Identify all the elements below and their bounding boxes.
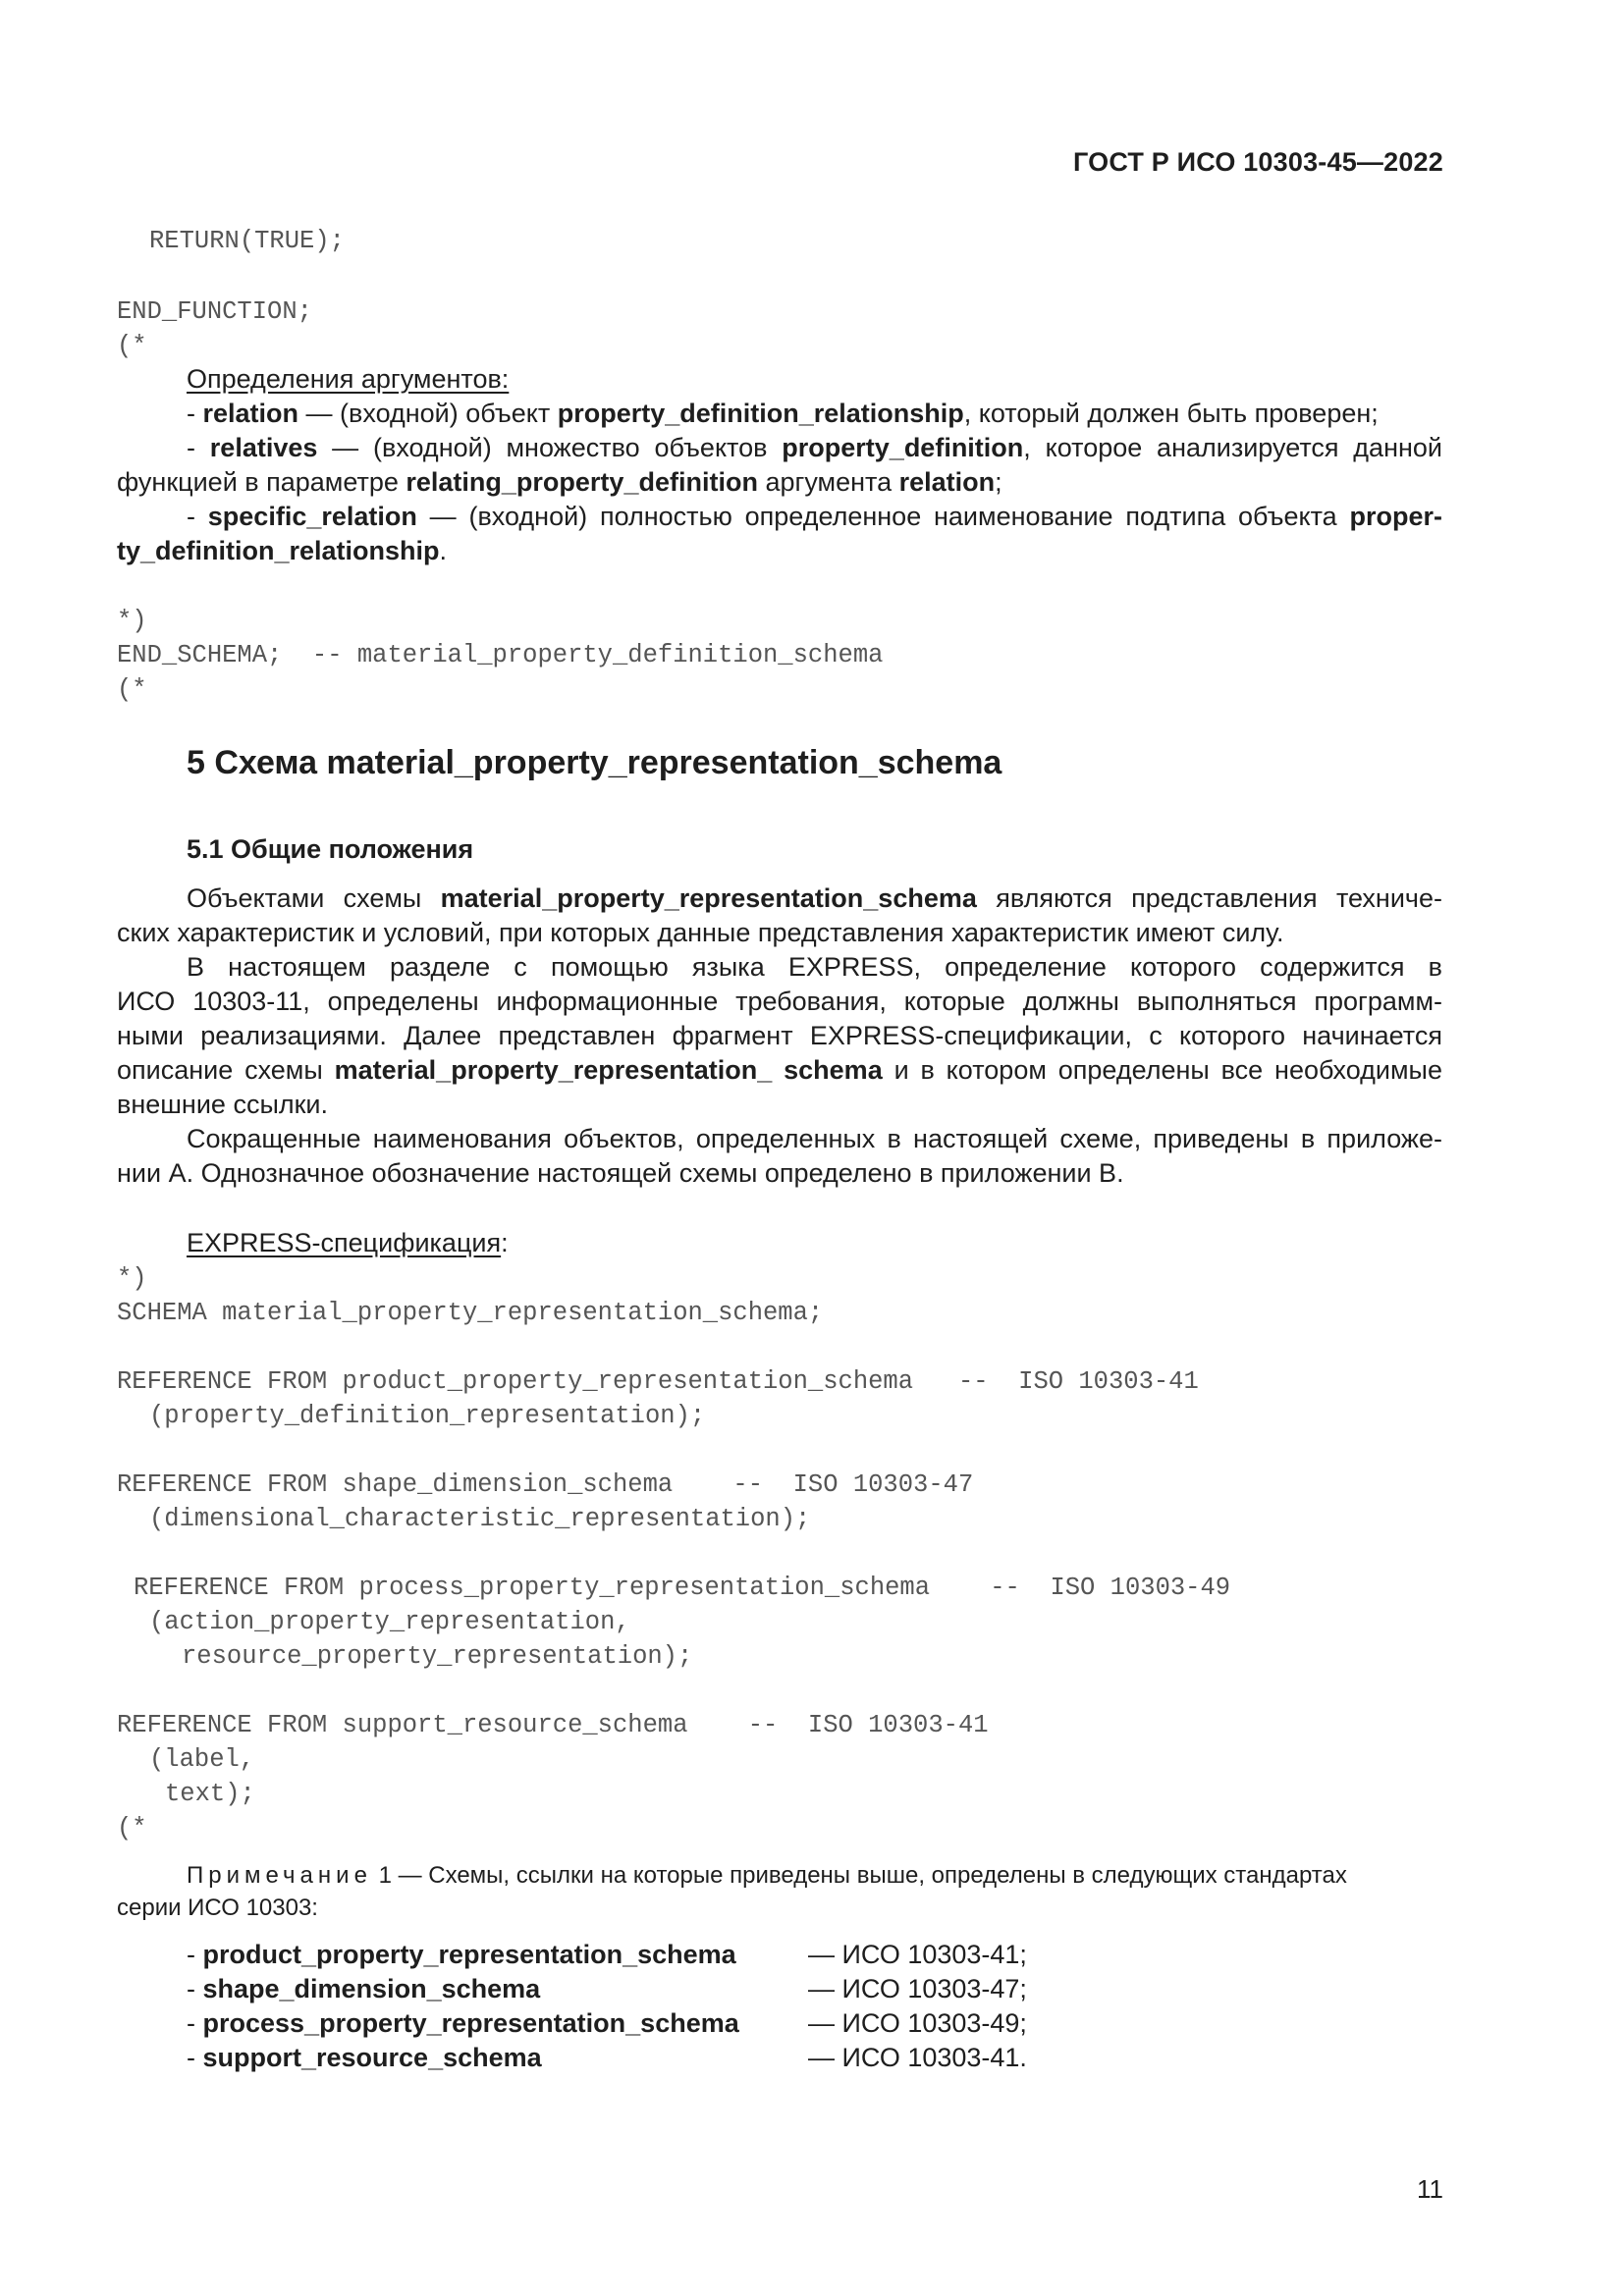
argument-specific-relation-line2 — [117, 534, 447, 568]
list-dash: - — [187, 2043, 203, 2072]
argument-text: — (входной) полностью определенное наименование подтипа объекта — [416, 502, 1350, 531]
code-reference-3-item-1: (action_property_representation, — [149, 1608, 630, 1636]
paragraph-text: и в котором определены все необходимые — [882, 1055, 1442, 1085]
schema-list-standard: — ИСО 10303-41; — [808, 1940, 1027, 1969]
code-end-function: END_FUNCTION; — [117, 297, 312, 326]
schema-list-standard: — ИСО 10303-41. — [808, 2043, 1027, 2072]
para2-line2: ИСО 10303-11, определены информационные требования, которые должны выполняться программ- — [117, 987, 1442, 1016]
code-reference-3-item-2: resource_property_representation); — [182, 1642, 693, 1671]
code-reference-2-items: (dimensional_characteristic_representation); — [149, 1505, 811, 1533]
list-dash: - — [187, 433, 210, 462]
arguments-title — [187, 362, 509, 397]
note-line1 — [187, 1859, 1347, 1892]
schema-name: material_property_representation_ schema — [334, 1055, 883, 1085]
para3-line2: нии A. Однозначное обозначение настоящей схемы определено в приложении B. — [117, 1158, 1124, 1188]
para2-line1: В настоящем разделе с помощью языка EXPRESS, определение которого содержится в — [187, 952, 1442, 982]
paragraph-text: являются представления техниче- — [976, 883, 1442, 913]
argument-entity: proper- — [1349, 502, 1442, 531]
para2-line4 — [117, 1053, 1442, 1088]
code-end-schema: END_SCHEMA; -- material_property_definition_schema — [117, 641, 884, 669]
list-dash: - — [187, 1974, 203, 2003]
section-title: 5 Схема material_property_representation_schema — [187, 744, 1002, 781]
list-dash: - — [187, 2008, 203, 2038]
schema-list-item — [187, 1938, 736, 1972]
para1-line1 — [187, 881, 1442, 916]
para1-line2: ских характеристик и условий, при которых данные представления характеристик имеют силу. — [117, 918, 1284, 947]
argument-relatives-line2 — [117, 465, 1002, 500]
argument-entity: property_definition — [782, 433, 1024, 462]
argument-text: ; — [995, 467, 1002, 497]
argument-entity: property_definition_relationship — [557, 399, 964, 428]
para2-line5: внешние ссылки. — [117, 1090, 328, 1119]
code-reference-4-item-1: (label, — [149, 1745, 255, 1774]
code-reference-3: REFERENCE FROM process_property_representation_schema -- ISO 10303-49 — [134, 1574, 1231, 1602]
argument-text: . — [439, 536, 448, 565]
argument-text: функцией в параметре — [117, 467, 406, 497]
schema-name: material_property_representation_schema — [440, 883, 977, 913]
paragraph-text: описание схемы — [117, 1055, 335, 1085]
list-dash: - — [187, 399, 203, 428]
argument-term: relation — [202, 399, 299, 428]
code-schema: SCHEMA material_property_representation_schema; — [117, 1299, 824, 1327]
standard-header: ГОСТ Р ИСО 10303-45—2022 — [1073, 147, 1443, 177]
argument-text: — (входной) множество объектов — [317, 433, 783, 462]
express-spec-colon: : — [501, 1228, 509, 1257]
code-reference-1-items: (property_definition_representation); — [149, 1402, 706, 1430]
list-dash: - — [187, 1940, 203, 1969]
note-label: Примечание — [187, 1862, 372, 1889]
code-comment-close: *) — [117, 607, 147, 635]
argument-param: relating_property_definition — [406, 467, 758, 497]
note-line2: серии ИСО 10303: — [117, 1895, 318, 1921]
schema-list-item — [187, 2006, 739, 2041]
express-spec-label-text: EXPRESS-спецификация — [187, 1228, 502, 1257]
schema-list-name: shape_dimension_schema — [202, 1974, 541, 2003]
code-return-line: RETURN(TRUE); — [149, 227, 345, 255]
para3-line1: Сокращенные наименования объектов, определенных в настоящей схеме, приведены в приложе- — [187, 1124, 1442, 1153]
argument-entity: ty_definition_relationship — [117, 536, 440, 565]
schema-list-item — [187, 2041, 542, 2075]
page-number: 11 — [1417, 2174, 1443, 2204]
argument-text: аргумента — [757, 467, 899, 497]
code-reference-2: REFERENCE FROM shape_dimension_schema -- ISO 10303-47 — [117, 1470, 974, 1499]
schema-list-name: support_resource_schema — [202, 2043, 542, 2072]
schema-list-standard: — ИСО 10303-49; — [808, 2008, 1027, 2038]
note-text: 1 — Схемы, ссылки на которые приведены выше, определены в следующих стандартах — [371, 1862, 1347, 1889]
para2-line3: ными реализациями. Далее представлен фрагмент EXPRESS-спецификации, с которого начинается — [117, 1021, 1442, 1050]
argument-relatives-line1 — [187, 431, 1442, 465]
code-reference-4-item-2: text); — [165, 1780, 255, 1808]
argument-text: , который должен быть проверен; — [963, 399, 1379, 428]
code-comment-open: (* — [117, 332, 147, 360]
code-reference-1: REFERENCE FROM product_property_representation_schema -- ISO 10303-41 — [117, 1367, 1199, 1396]
subsection-title: 5.1 Общие положения — [187, 834, 474, 864]
argument-term: specific_relation — [207, 502, 417, 531]
paragraph-text: Объектами схемы — [187, 883, 441, 913]
list-dash: - — [187, 502, 208, 531]
code-comment-open: (* — [117, 1814, 147, 1842]
argument-specific-relation-line1 — [187, 500, 1442, 534]
schema-list-name: process_property_representation_schema — [202, 2008, 739, 2038]
schema-list-name: product_property_representation_schema — [202, 1940, 736, 1969]
argument-term: relatives — [209, 433, 318, 462]
code-comment-close: *) — [117, 1264, 147, 1293]
argument-text: , которое анализируется данной — [1023, 433, 1442, 462]
express-spec-label — [187, 1226, 509, 1260]
argument-arg: relation — [898, 467, 996, 497]
schema-list-item — [187, 1972, 540, 2006]
arguments-title-text: Определения аргументов: — [187, 364, 510, 394]
code-reference-4: REFERENCE FROM support_resource_schema -- ISO 10303-41 — [117, 1711, 989, 1739]
argument-relation — [187, 397, 1379, 431]
code-comment-open: (* — [117, 675, 147, 704]
argument-text: — (входной) объект — [298, 399, 558, 428]
schema-list-standard: — ИСО 10303-47; — [808, 1974, 1027, 2003]
